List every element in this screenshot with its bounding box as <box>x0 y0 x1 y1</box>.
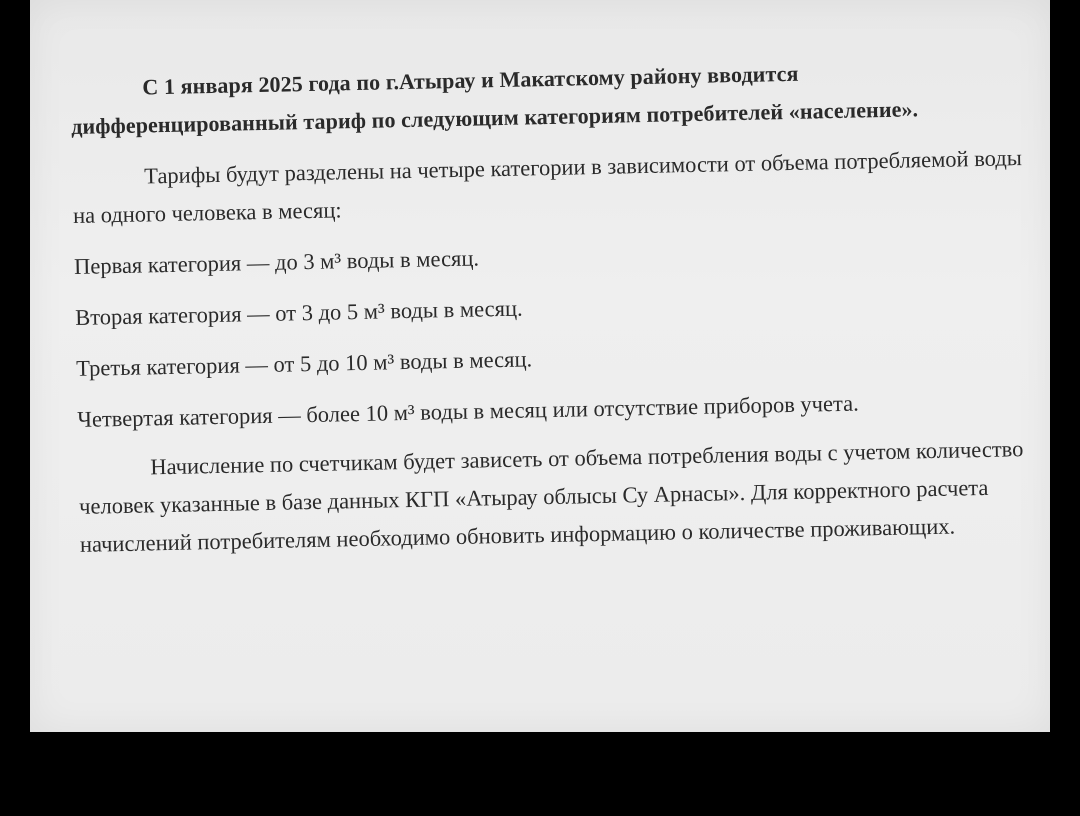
category-4: Четвертая категория — более 10 м³ воды в месяц или отсутствие приборов учета. <box>77 390 859 432</box>
document-body <box>70 50 1030 577</box>
category-1: Первая категория — до 3 м³ воды в месяц. <box>73 245 480 279</box>
paper-sheet <box>30 0 1050 732</box>
dark-background <box>0 732 1080 816</box>
category-2: Вторая категория — от 3 до 5 м³ воды в месяц. <box>74 295 523 330</box>
intro-paragraph: Тарифы будут разделены на четыре категории в зависимости от объема потребляемой воды на одного человека в месяц: <box>72 145 1023 228</box>
closing-paragraph: Начисление по счетчикам будет зависеть от объема потребления воды с учетом количество человек указанные в базе данных КГП «Атырау облысы Су Арнасы». Для корректного расчета начислений потребителям необходимо обновить информацию о количестве проживающих. <box>78 436 1024 557</box>
category-3: Третья категория — от 5 до 10 м³ воды в месяц. <box>75 346 533 381</box>
announcement-heading: С 1 января 2025 года по г.Атырау и Макатскому району вводится дифференцированный тариф по следующим категориям потребителей «население». <box>70 60 919 139</box>
